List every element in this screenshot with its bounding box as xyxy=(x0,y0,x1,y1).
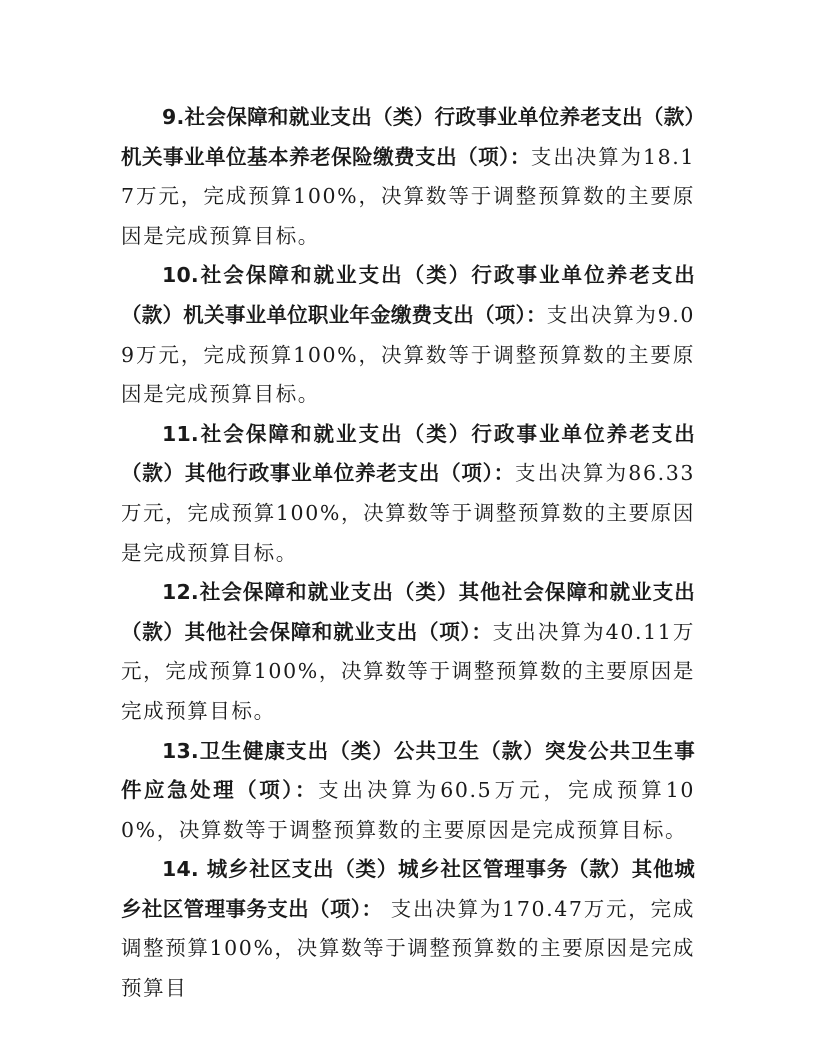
paragraph-item-10 xyxy=(121,256,695,414)
paragraph-item-9 xyxy=(121,98,695,256)
paragraph-heading: 9.社会保障和就业支出（类）行政事业单位养老支出（款）机关事业单位基本养老保险缴费支出（项）： xyxy=(121,105,695,169)
paragraph-heading: 11.社会保障和就业支出（类）行政事业单位养老支出（款）其他行政事业单位养老支出（项）： xyxy=(121,421,695,486)
paragraph-item-11 xyxy=(121,415,695,573)
paragraph-text: 支出决算为170.47万元，完成调整预算100%，决算数等于调整预算数的主要原因是完成预算目 xyxy=(121,896,695,1001)
paragraph-text: 支出决算为9.09万元，完成预算100%，决算数等于调整预算数的主要原因是完成预算目标。 xyxy=(121,302,695,407)
paragraph-heading: 12.社会保障和就业支出（类）其他社会保障和就业支出（款）其他社会保障和就业支出（项）： xyxy=(121,580,695,644)
paragraph-text: 支出决算为40.11万元，完成预算100%，决算数等于调整预算数的主要原因是完成预算目标。 xyxy=(121,619,695,723)
paragraph-heading: 10.社会保障和就业支出（类）行政事业单位养老支出（款）机关事业单位职业年金缴费支出（项）： xyxy=(121,263,695,327)
paragraph-text: 支出决算为86.33万元，完成预算100%，决算数等于调整预算数的主要原因是完成预算目标。 xyxy=(121,461,695,565)
paragraph-item-14 xyxy=(121,850,695,1008)
paragraph-heading: 14. 城乡社区支出（类）城乡社区管理事务（款）其他城乡社区管理事务支出（项）： xyxy=(121,857,695,921)
paragraph-text: 支出决算为60.5万元，完成预算100%，决算数等于调整预算数的主要原因是完成预算目标。 xyxy=(121,778,695,842)
paragraph-text: 支出决算为18.17万元，完成预算100%，决算数等于调整预算数的主要原因是完成预算目标。 xyxy=(121,144,696,248)
document-body xyxy=(121,98,695,1009)
paragraph-item-12 xyxy=(121,573,695,731)
paragraph-heading: 13.卫生健康支出（类）公共卫生（款）突发公共卫生事件应急处理（项）： xyxy=(121,738,695,803)
paragraph-item-13 xyxy=(121,732,695,851)
